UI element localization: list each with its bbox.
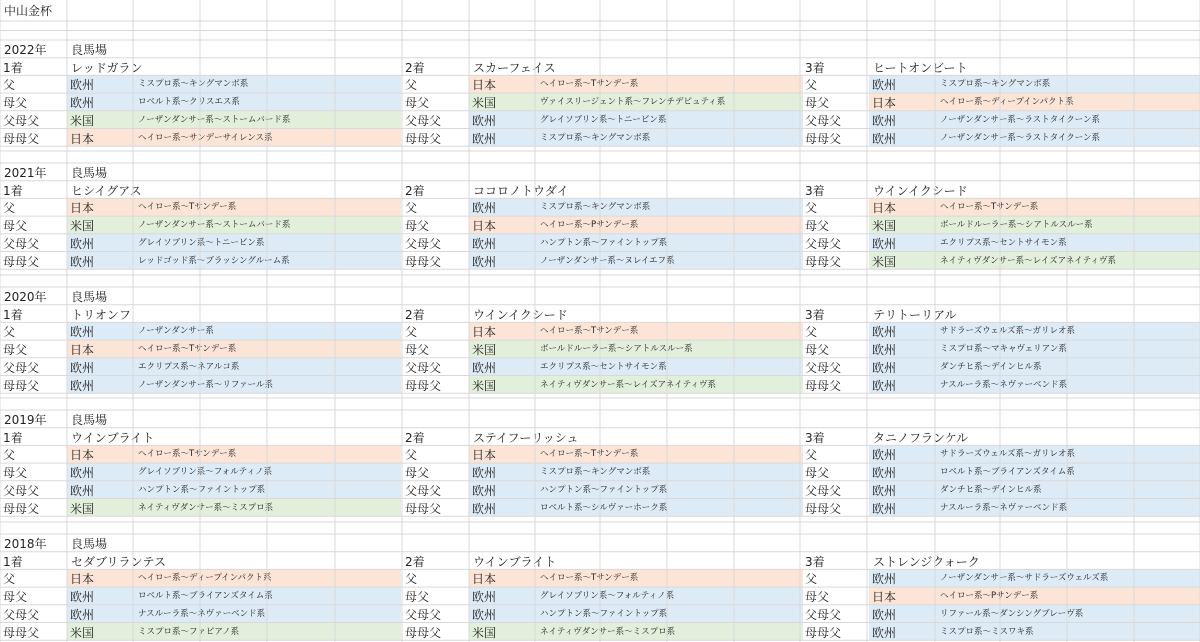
sire-line[interactable]: ハンプトン系～ファイントップ系 [540,237,668,248]
region-label[interactable]: 米国 [70,625,95,640]
year-header-row [0,163,1200,181]
placing-label[interactable]: 3着 [805,307,825,322]
sire-line[interactable]: ミスプロ系～マキャヴェリアン系 [940,344,1067,355]
relation-label[interactable]: 母父 [3,219,28,234]
relation-label[interactable]: 母父 [805,590,830,605]
horse-name[interactable]: スカーフェイス [473,60,556,75]
relation-label[interactable]: 父母父 [805,113,842,128]
region-shade [869,623,1200,641]
relation-label[interactable]: 母母父 [805,378,842,393]
sire-line[interactable]: ミスプロ系～キングマンボ系 [138,79,249,90]
placing-label[interactable]: 1着 [3,60,23,75]
sire-line[interactable]: ミスプロ系～キングマンボ系 [940,79,1051,90]
placing-label[interactable]: 2着 [405,554,425,569]
relation-label[interactable]: 母母父 [405,131,442,146]
region-label[interactable]: 欧州 [70,607,95,622]
region-label[interactable]: 欧州 [872,466,897,481]
relation-label[interactable]: 母父 [405,96,430,111]
sire-line[interactable]: ロベルト系～ブライアンズタイム系 [940,467,1075,478]
sire-line[interactable]: エクリプス系～セントサイモン系 [940,237,1067,248]
horse-name[interactable]: レッドガラン [71,60,143,75]
region-label[interactable]: 日本 [70,343,95,358]
pedigree-row [0,93,1200,111]
region-label[interactable]: 欧州 [472,201,497,216]
region-label[interactable]: 日本 [70,201,95,216]
relation-label[interactable]: 父母父 [805,236,842,251]
sire-line[interactable]: エクリプス系～ネアルコ系 [138,361,240,372]
sire-line[interactable]: ミスプロ系～キングマンボ系 [540,467,651,478]
horse-name[interactable]: ウインイクシード [873,183,968,198]
region-label[interactable]: 欧州 [70,325,95,340]
sire-line[interactable]: ダンチヒ系～デインヒル系 [940,361,1042,372]
region-label[interactable]: 欧州 [872,236,897,251]
sire-line[interactable]: ノーザンダンサー系～ヌレイエフ系 [540,255,675,266]
track-condition[interactable]: 良馬場 [71,166,108,180]
placing-header-row [0,428,1200,446]
relation-label[interactable]: 父 [405,201,418,216]
relation-label[interactable]: 父 [405,78,418,93]
relation-label[interactable]: 母父 [3,96,28,111]
track-condition[interactable]: 良馬場 [71,413,108,427]
region-label[interactable]: 日本 [70,448,95,463]
pedigree-row [0,322,1200,340]
horse-name[interactable]: テリトーリアル [873,307,957,322]
sire-line[interactable]: ボールドルーラー系～シアトルスルー系 [940,220,1093,231]
sire-line[interactable]: ヘイロー系～Tサンデー系 [540,449,639,460]
sire-line[interactable]: ノーザンダンサー系～ストームバード系 [138,220,291,231]
pedigree-row [0,75,1200,93]
sire-line[interactable]: ヘイロー系～Tサンデー系 [540,573,639,584]
pedigree-row [0,252,1200,270]
placing-label[interactable]: 1着 [3,183,23,198]
region-label[interactable]: 欧州 [872,113,897,128]
relation-label[interactable]: 父母父 [3,113,40,128]
relation-label[interactable]: 母父 [405,219,430,234]
pedigree-row [0,129,1200,147]
relation-label[interactable]: 父 [405,448,418,463]
pedigree-row [0,234,1200,252]
region-label[interactable]: 欧州 [472,113,497,128]
region-label[interactable]: 日本 [872,590,897,605]
placing-label[interactable]: 2着 [405,430,425,445]
pedigree-row [0,623,1200,641]
region-label[interactable]: 欧州 [872,448,897,463]
relation-label[interactable]: 父母父 [3,236,40,251]
relation-label[interactable]: 母母父 [3,625,40,640]
relation-label[interactable]: 母母父 [405,378,442,393]
region-label[interactable]: 欧州 [70,236,95,251]
year-label[interactable]: 2021年 [4,166,47,180]
sire-line[interactable]: ノーザンダンサー系～サドラーズウェルズ系 [940,573,1109,584]
placing-label[interactable]: 3着 [805,60,825,75]
sire-line[interactable]: リファール系～ダンシングブレーヴ系 [940,608,1084,619]
pedigree-row [0,198,1200,216]
relation-label[interactable]: 父 [805,201,818,216]
horse-name[interactable]: ヒシイグアス [71,183,142,198]
sire-line[interactable]: ネイティヴダンサー系～レイズアネイティヴ系 [540,379,716,390]
sire-line[interactable]: ハンプトン系～ファイントップ系 [540,608,668,619]
sire-line[interactable]: ナスルーラ系～ネヴァーベンド系 [138,608,266,619]
region-label[interactable]: 欧州 [872,325,897,340]
pedigree-row [0,605,1200,623]
region-label[interactable]: 欧州 [872,501,897,516]
relation-label[interactable]: 父母父 [805,607,842,622]
sire-line[interactable]: ヘイロー系～Pサンデー系 [540,220,639,231]
region-label[interactable]: 欧州 [70,360,95,375]
region-label[interactable]: 米国 [472,343,497,358]
sire-line[interactable]: サドラーズウェルズ系～ガリレオ系 [940,326,1075,337]
region-label[interactable]: 欧州 [70,254,95,269]
region-label[interactable]: 日本 [70,131,95,146]
year-label[interactable]: 2020年 [4,290,47,304]
horse-name[interactable]: ステイフーリッシュ [473,430,579,445]
sire-line[interactable]: ハンプトン系～ファイントップ系 [540,484,668,495]
region-label[interactable]: 欧州 [872,607,897,622]
relation-label[interactable]: 父母父 [3,483,40,498]
relation-label[interactable]: 母父 [3,590,28,605]
pedigree-row [0,569,1200,587]
relation-label[interactable]: 父 [3,78,16,93]
sire-line[interactable]: グレイソブリン系～フォルティノ系 [540,591,675,602]
region-label[interactable]: 日本 [872,201,897,216]
track-condition[interactable]: 良馬場 [71,537,108,551]
relation-label[interactable]: 母母父 [3,378,40,393]
relation-label[interactable]: 母父 [405,590,430,605]
relation-label[interactable]: 父 [805,78,818,93]
sire-line[interactable]: サドラーズウェルズ系～ガリレオ系 [940,449,1075,460]
sheet-title[interactable]: 中山金杯 [4,4,53,18]
region-label[interactable]: 欧州 [472,131,497,146]
sire-line[interactable]: ネイティヴダンサー系～ミスプロ系 [540,626,676,637]
sire-line[interactable]: ヘイロー系～Pサンデー系 [940,591,1039,602]
sire-line[interactable]: ヘイロー系～ディープインパクト系 [940,97,1074,108]
region-shade [67,322,401,340]
relation-label[interactable]: 母父 [3,343,28,358]
relation-label[interactable]: 母父 [405,343,430,358]
region-label[interactable]: 欧州 [472,254,497,269]
relation-label[interactable]: 父 [405,572,418,587]
region-label[interactable]: 日本 [472,448,497,463]
sire-line[interactable]: エクリプス系～セントサイモン系 [540,361,667,372]
pedigree-row [0,376,1200,394]
region-label[interactable]: 日本 [70,572,95,587]
relation-label[interactable]: 父 [3,325,16,340]
sire-line[interactable]: ノーザンダンサー系 [138,326,214,337]
horse-name[interactable]: タニノフランケル [873,430,969,445]
relation-label[interactable]: 母母父 [3,501,40,516]
sire-line[interactable]: ミスプロ系～キングマンボ系 [540,202,651,213]
sire-line[interactable]: ミスプロ系～ファピアノ系 [138,626,240,637]
horse-name[interactable]: ウインブライト [473,554,557,569]
placing-label[interactable]: 1着 [3,554,23,569]
placing-label[interactable]: 2着 [405,60,425,75]
sire-line[interactable]: ネイティヴダンサー系～ミスプロ系 [138,502,274,513]
relation-label[interactable]: 父 [3,448,16,463]
region-label[interactable]: 米国 [472,625,497,640]
region-label[interactable]: 欧州 [472,236,497,251]
year-header-row [0,534,1200,552]
relation-label[interactable]: 母父 [805,219,830,234]
placing-label[interactable]: 3着 [805,430,825,445]
region-label[interactable]: 欧州 [70,378,95,393]
pedigree-row [0,463,1200,481]
relation-label[interactable]: 父母父 [405,236,442,251]
horse-name[interactable]: ココロノトウダイ [473,183,569,198]
relation-label[interactable]: 父母父 [405,113,442,128]
relation-label[interactable]: 父 [405,325,418,340]
placing-label[interactable]: 3着 [805,183,825,198]
sire-line[interactable]: ロベルト系～ブライアンズタイム系 [138,591,273,602]
track-condition[interactable]: 良馬場 [71,43,108,57]
region-label[interactable]: 欧州 [872,78,897,93]
relation-label[interactable]: 父母父 [405,607,442,622]
relation-label[interactable]: 母父 [3,466,28,481]
region-label[interactable]: 欧州 [472,607,497,622]
horse-name[interactable]: ウインイクシード [473,307,568,322]
region-label[interactable]: 欧州 [872,378,897,393]
region-label[interactable]: 欧州 [472,360,497,375]
relation-label[interactable]: 母母父 [405,254,442,269]
placing-label[interactable]: 1着 [3,307,23,322]
region-label[interactable]: 米国 [472,378,497,393]
relation-label[interactable]: 母父 [805,343,830,358]
sire-line[interactable]: ナスルーラ系～ネヴァーベンド系 [940,502,1068,513]
track-condition[interactable]: 良馬場 [71,290,108,304]
year-label[interactable]: 2019年 [4,413,47,427]
region-label[interactable]: 日本 [472,572,497,587]
relation-label[interactable]: 母母父 [3,254,40,269]
placing-header-row [0,305,1200,323]
relation-label[interactable]: 父 [3,201,16,216]
horse-name[interactable]: ストレンジクォーク [873,554,980,569]
relation-label[interactable]: 父 [805,448,818,463]
region-label[interactable]: 欧州 [70,483,95,498]
region-label[interactable]: 欧州 [872,625,897,640]
pedigree-row [0,111,1200,129]
relation-label[interactable]: 父母父 [405,483,442,498]
sire-line[interactable]: ヘイロー系～Tサンデー系 [940,202,1039,213]
sire-line[interactable]: ヴァイスリージェント系～フレンチデピュティ系 [540,97,726,108]
sire-line[interactable]: ノーザンダンサー系～リファール系 [138,379,273,390]
relation-label[interactable]: 父母父 [405,360,442,375]
sire-line[interactable]: ノーザンダンサー系～ラストタイクーン系 [940,132,1101,143]
region-label[interactable]: 欧州 [70,96,95,111]
relation-label[interactable]: 父 [805,325,818,340]
region-label[interactable]: 米国 [70,219,95,234]
pedigree-row [0,481,1200,499]
sire-line[interactable]: グレイソブリン系～トニービン系 [540,114,667,125]
relation-label[interactable]: 父母父 [3,607,40,622]
relation-label[interactable]: 母母父 [405,501,442,516]
region-label[interactable]: 欧州 [70,590,95,605]
region-label[interactable]: 欧州 [472,501,497,516]
pedigree-row [0,340,1200,358]
year-label[interactable]: 2022年 [4,43,47,57]
sire-line[interactable]: ロベルト系～シルヴァーホーク系 [540,502,668,513]
sire-line[interactable]: ヘイロー系～Tサンデー系 [540,79,639,90]
region-label[interactable]: 欧州 [872,483,897,498]
sire-line[interactable]: ボールドルーラー系～シアトルスルー系 [540,344,693,355]
relation-label[interactable]: 父母父 [805,360,842,375]
pedigree-row [0,216,1200,234]
region-label[interactable]: 欧州 [70,466,95,481]
sire-line[interactable]: ヘイロー系～Tサンデー系 [138,344,237,355]
region-label[interactable]: 米国 [472,96,497,111]
sire-line[interactable]: グレイソブリン系～トニービン系 [138,237,265,248]
relation-label[interactable]: 父 [805,572,818,587]
region-label[interactable]: 欧州 [472,483,497,498]
region-label[interactable]: 米国 [70,501,95,516]
sire-line[interactable]: ネイティヴダンサー系～レイズアネイティヴ系 [940,255,1116,266]
sire-line[interactable]: レッドゴッド系～ブラッシングルーム系 [138,255,290,266]
year-header-row [0,40,1200,58]
year-header-row [0,410,1200,428]
region-label[interactable]: 米国 [872,219,897,234]
sire-line[interactable]: ミスプロ系～キングマンボ系 [540,132,651,143]
region-label[interactable]: 欧州 [472,466,497,481]
sire-line[interactable]: ハンプトン系～ファイントップ系 [138,484,266,495]
placing-header-row [0,552,1200,570]
pedigree-row [0,499,1200,517]
relation-label[interactable]: 母父 [805,96,830,111]
sire-line[interactable]: ヘイロー系～Tサンデー系 [138,202,237,213]
relation-label[interactable]: 母母父 [805,131,842,146]
region-label[interactable]: 日本 [872,96,897,111]
placing-label[interactable]: 2着 [405,183,425,198]
sire-line[interactable]: ロベルト系～クリスエス系 [138,97,240,108]
relation-label[interactable]: 母母父 [3,131,40,146]
relation-label[interactable]: 父母父 [3,360,40,375]
region-label[interactable]: 米国 [872,254,897,269]
relation-label[interactable]: 母母父 [805,501,842,516]
sire-line[interactable]: グレイソブリン系～フォルティノ系 [138,467,273,478]
horse-name[interactable]: ウインブライト [71,430,155,445]
region-label[interactable]: 日本 [472,219,497,234]
relation-label[interactable]: 母母父 [805,254,842,269]
relation-label[interactable]: 母父 [405,466,430,481]
region-label[interactable]: 日本 [472,78,497,93]
placing-header-row [0,181,1200,199]
sire-line[interactable]: ヘイロー系～Tサンデー系 [138,449,237,460]
sire-line[interactable]: ヘイロー系～サンデーサイレンス系 [138,132,273,143]
relation-label[interactable]: 母母父 [405,625,442,640]
sire-line[interactable]: ミスプロ系～ミスワキ系 [940,626,1034,637]
horse-name[interactable]: ヒートオンビート [873,60,968,75]
relation-label[interactable]: 父母父 [805,483,842,498]
pedigree-row [0,445,1200,463]
region-label[interactable]: 欧州 [872,131,897,146]
region-label[interactable]: 欧州 [70,78,95,93]
sire-line[interactable]: ナスルーラ系～ネヴァーベンド系 [940,379,1068,390]
title-row [0,0,1200,21]
region-label[interactable]: 欧州 [872,572,897,587]
placing-label[interactable]: 2着 [405,307,425,322]
region-label[interactable]: 日本 [472,325,497,340]
region-label[interactable]: 米国 [70,113,95,128]
sire-line[interactable]: ヘイロー系～Tサンデー系 [540,326,639,337]
sire-line[interactable]: ノーザンダンサー系～ラストタイクーン系 [940,114,1101,125]
placing-header-row [0,58,1200,76]
sire-line[interactable]: ダンチヒ系～デインヒル系 [940,484,1042,495]
relation-label[interactable]: 母母父 [805,625,842,640]
relation-label[interactable]: 父 [3,572,16,587]
horse-name[interactable]: セダブリランテス [71,554,167,569]
pedigree-row [0,587,1200,605]
horse-name[interactable]: トリオンフ [71,307,131,322]
year-header-row [0,287,1200,305]
region-label[interactable]: 欧州 [872,343,897,358]
year-label[interactable]: 2018年 [4,537,47,551]
sire-line[interactable]: ノーザンダンサー系～ストームバード系 [138,114,291,125]
pedigree-row [0,358,1200,376]
relation-label[interactable]: 母父 [805,466,830,481]
sire-line[interactable]: ヘイロー系～ディープインパクト系 [138,573,272,584]
placing-label[interactable]: 1着 [3,430,23,445]
region-label[interactable]: 欧州 [872,360,897,375]
placing-label[interactable]: 3着 [805,554,825,569]
region-label[interactable]: 欧州 [472,590,497,605]
